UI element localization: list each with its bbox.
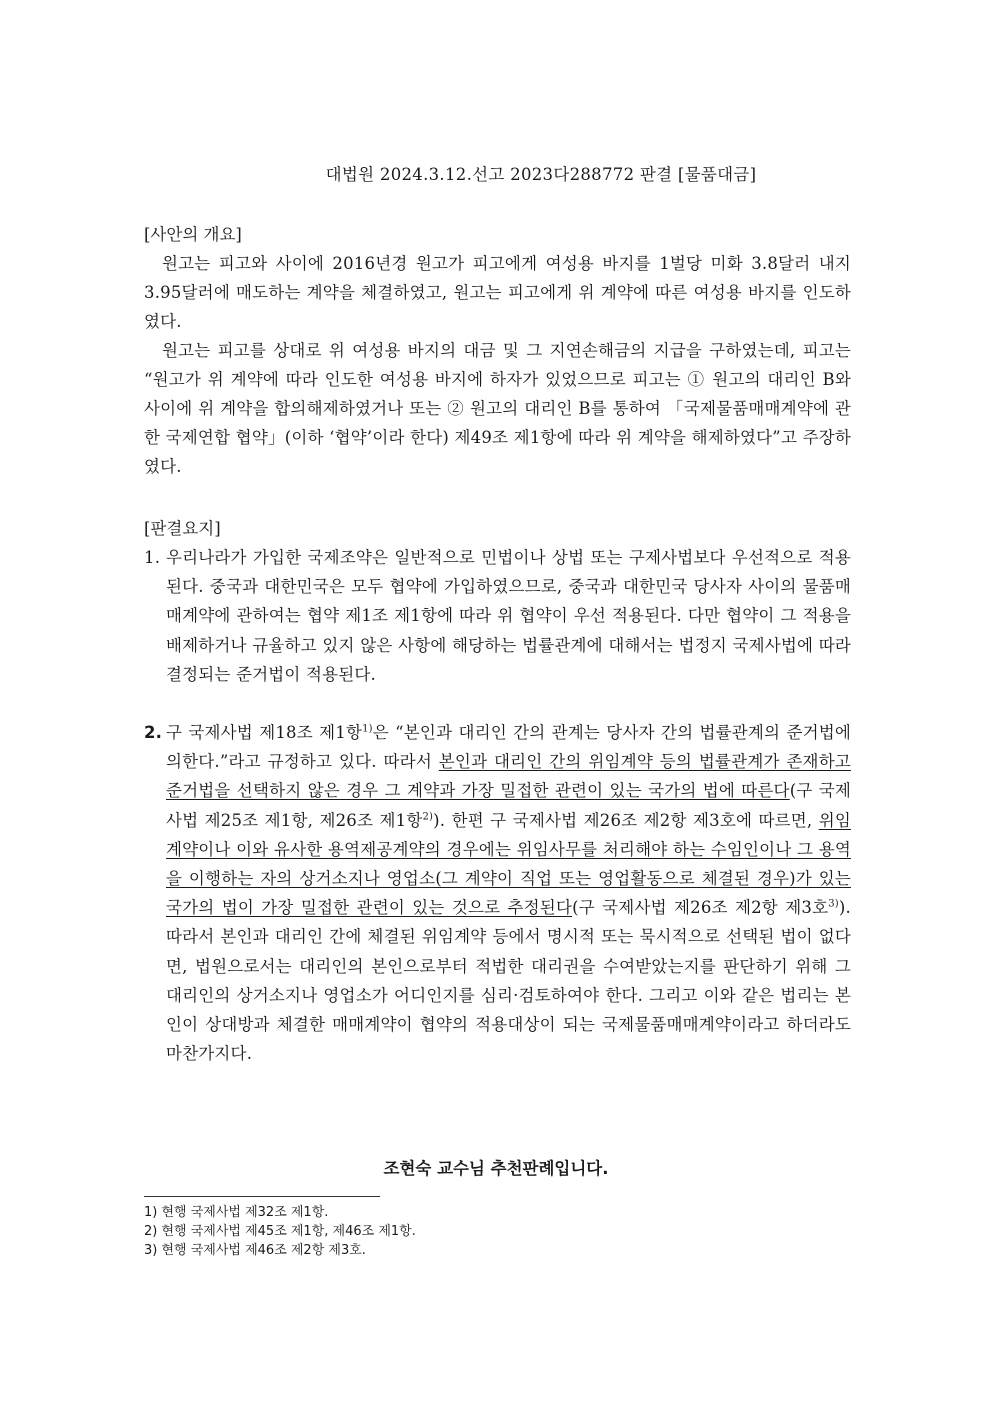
overview-paragraph-2	[144, 336, 851, 481]
footnote-1: 1) 현행 국제사법 제32조 제1항.	[144, 1205, 329, 1220]
overview-heading: [사안의 개요]	[144, 225, 242, 244]
footnote-3: 3) 현행 국제사법 제46조 제2항 제3호.	[144, 1243, 366, 1258]
item2-text-segment: ). 한편 구 국제사법 제26조 제2항 제3호에 따르면,	[433, 810, 819, 830]
footnote-ref-1: 1)	[362, 723, 373, 735]
recommendation-note: 조현숙 교수님 추천판례입니다.	[383, 1159, 609, 1178]
item2-text-segment: (구 국제사법 제26조 제2항 제3호	[572, 898, 829, 918]
case-title: 대법원 2024.3.12.선고 2023다288772 판결 [물품대금]	[325, 165, 757, 184]
footnote-divider	[144, 1196, 380, 1197]
footnote-ref-2: 2)	[422, 811, 434, 823]
overview-paragraph-1-text: 원고는 피고와 사이에 2016년경 원고가 피고에게 여성용 바지를 1벌당 미화 3.8달러 내지 3.95달러에 매도하는 계약을 체결하였고, 원고는 피고에게 위 계약에 따른 여성용 바지를 인도하였다.	[144, 254, 851, 331]
holding-item-2	[144, 718, 851, 1068]
item2-text-segment: 은 “본인과 대리인 간의 관계는 당사자 간의 법률관계의 준거법에 의한다.”라고 규정하고 있다. 따라서	[166, 723, 851, 772]
holding-item-1-number: 1.	[144, 548, 161, 567]
holding-item-1	[144, 543, 851, 689]
underlined-holding-1: 본인과 대리인 간의 위임계약 등의 법률관계가 존재하고 준거법을 선택하지 않은 경우 그 계약과 가장 밀접한 관련이 있는 국가의 법에 따른다	[166, 752, 851, 801]
item2-text-segment: (구 국제사법 제25조 제1항, 제26조 제1항	[166, 781, 851, 830]
holding-item-2-text	[144, 718, 851, 1068]
footnote-ref-3: 3)	[828, 898, 839, 910]
underlined-holding-2: 위임계약이나 이와 유사한 용역제공계약의 경우에는 위임사무를 처리해야 하는 수임인이나 그 용역을 이행하는 자의 상거소지나 영업소(그 계약이 직업 또는 영업활동으로 체결된 경우)가 있는 국가의 법이 가장 밀접한 관련이 있는 것으로 추정된다	[166, 810, 851, 918]
footnote-2: 2) 현행 국제사법 제45조 제1항, 제46조 제1항.	[144, 1224, 416, 1239]
item2-text-segment: ). 따라서 본인과 대리인 간에 체결된 위임계약 등에서 명시적 또는 묵시적으로 선택된 법이 없다면, 법원으로서는 대리인의 본인으로부터 적법한 대리권을 수여받았는지를 판단하기 위해 그 대리인의 상거소지나 영업소가 어디인지를 심리·검토하여야 한다. 그리고 이와 같은 법리는 본인이 상대방과 체결한 매매계약이 협약의 적용대상이 되는 국제물품매매계약이라고 하더라도 마찬가지다.	[166, 898, 851, 1064]
overview-paragraph-2-text: 원고는 피고를 상대로 위 여성용 바지의 대금 및 그 지연손해금의 지급을 구하였는데, 피고는 “원고가 위 계약에 따라 인도한 여성용 바지에 하자가 있었으므로 피고는 ① 원고의 대리인 B와 사이에 위 계약을 합의해제하였거나 또는 ② 원고의 대리인 B를 통하여 「국제물품매매계약에 관한 국제연합 협약」(이하 ‘협약’이라 한다) 제49조 제1항에 따라 위 계약을 해제하였다”고 주장하였다.	[144, 341, 851, 476]
item2-text-segment: 구 국제사법 제18조 제1항	[166, 723, 363, 742]
holding-item-1-text: 우리나라가 가입한 국제조약은 일반적으로 민법이나 상법 또는 구제사법보다 우선적으로 적용된다. 중국과 대한민국은 모두 협약에 가입하였으므로, 중국과 대한민국 당사자 사이의 물품매매계약에 관하여는 협약 제1조 제1항에 따라 위 협약이 우선 적용된다. 다만 협약이 그 적용을 배제하거나 규율하고 있지 않은 사항에 해당하는 법률관계에 대해서는 법정지 국제사법에 따라 결정되는 준거법이 적용된다.	[166, 548, 851, 684]
footnotes	[144, 1203, 416, 1260]
holding-item-2-number: 2.	[144, 723, 163, 742]
holding-heading: [판결요지]	[144, 519, 221, 538]
overview-paragraph-1	[144, 249, 851, 336]
